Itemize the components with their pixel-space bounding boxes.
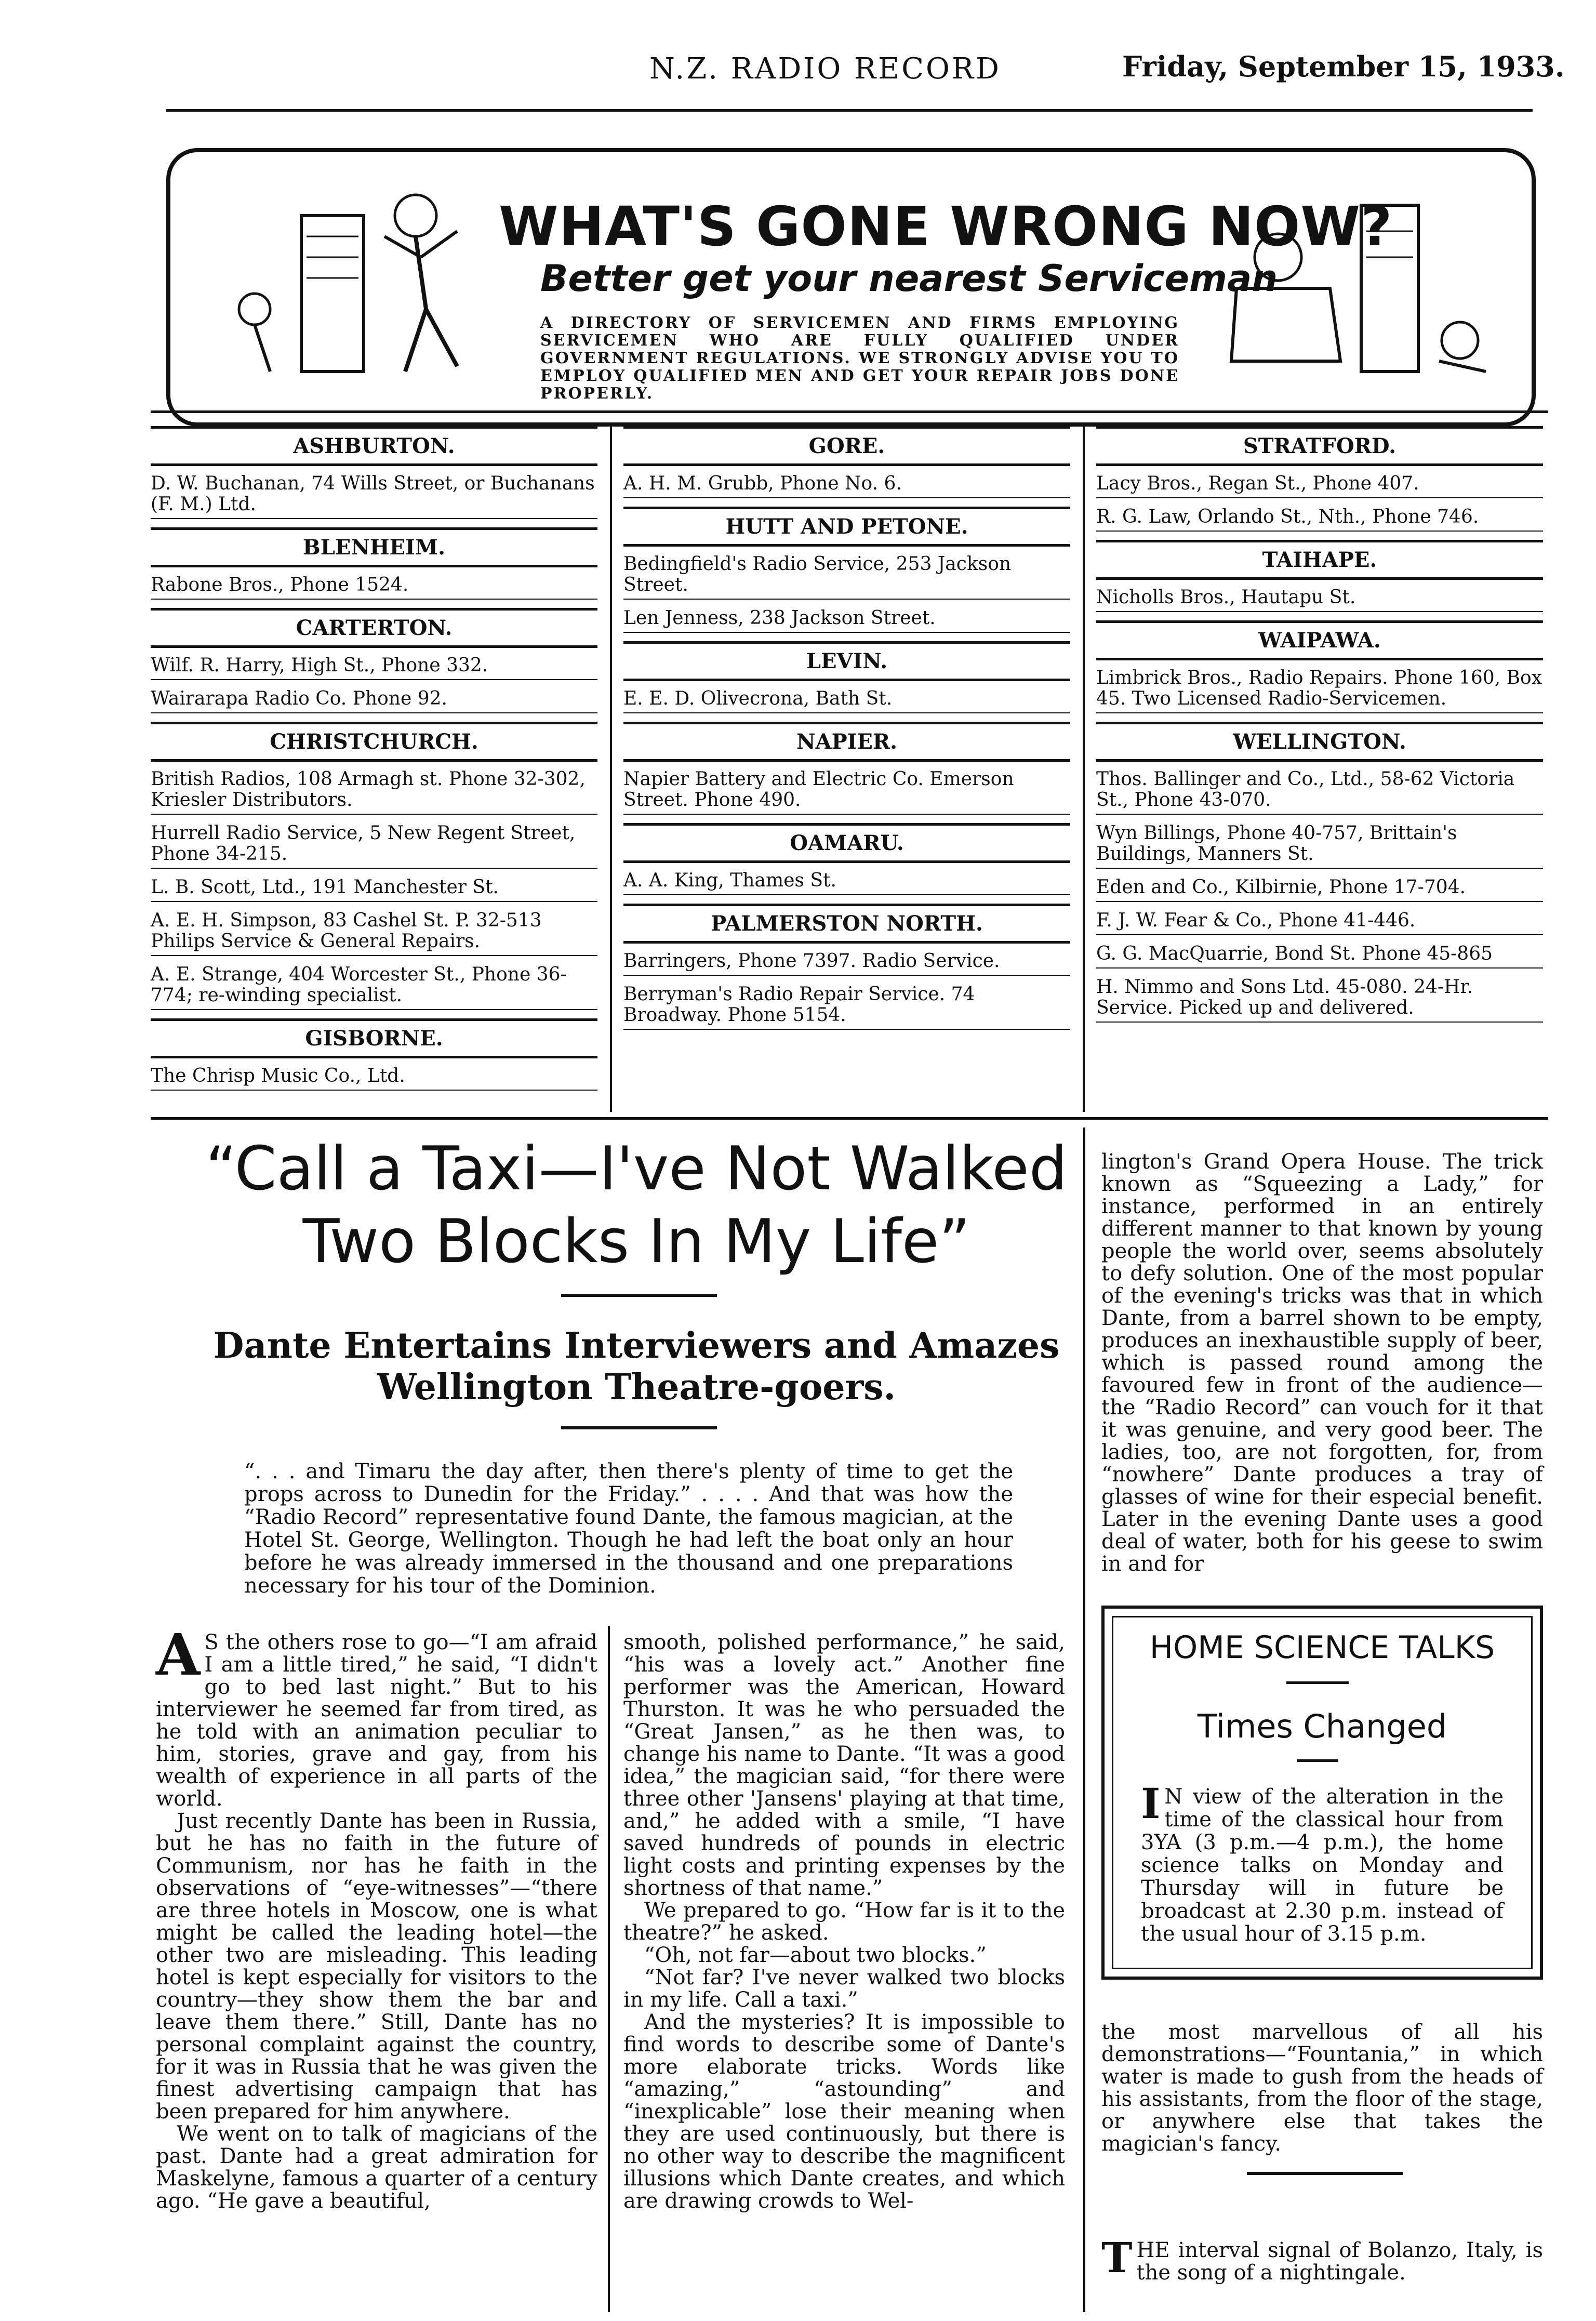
- directory-bottom-rule: [151, 1117, 1548, 1120]
- nightingale-filler: [1101, 2233, 1543, 2285]
- banner-bottom-rule: [151, 410, 1548, 413]
- subhead-line-1: Dante Entertains Interviewers and Amazes: [213, 1325, 1060, 1367]
- subhead-divider: [561, 1426, 717, 1429]
- directory-entry: R. G. Law, Orlando St., Nth., Phone 746.: [1096, 507, 1543, 532]
- directory-entry: Nicholls Bros., Hautapu St.: [1096, 587, 1543, 612]
- paragraph: We went on to talk of magicians of the past. Dante had a great admiration for Maskelyne, famous a quarter of a century ago. “He gave a beautiful,: [156, 2122, 597, 2213]
- header-rule: [166, 109, 1533, 112]
- paragraph: And the mysteries? It is impossible to find words to describe some of Dante's more elaborate tricks. Words like “amazing,” “astounding” and “inexplicable” lose their meaning when they are used continuously, but there is no other way to describe the magnificent illusions which Dante creates, and which are drawing crowds to Wel-: [623, 2010, 1065, 2213]
- paragraph: “Not far? I've never walked two blocks in my life. Call a taxi.”: [623, 1966, 1065, 2012]
- directory-entry: Hurrell Radio Service, 5 New Regent Street, Phone 34-215.: [151, 823, 597, 869]
- directory-entry: D. W. Buchanan, 74 Wills Street, or Buchanans (F. M.) Ltd.: [151, 473, 597, 519]
- paragraph: We prepared to go. “How far is it to the theatre?” he asked.: [623, 1899, 1065, 1945]
- directory-entry: Lacy Bros., Regan St., Phone 407.: [1096, 473, 1543, 498]
- home-science-divider: [1286, 1681, 1349, 1684]
- subhead-line-2: Wellington Theatre-goers.: [377, 1367, 896, 1408]
- banner-headline: WHAT'S GONE WRONG NOW?: [499, 195, 1393, 258]
- directory-column-1: [151, 426, 597, 1099]
- directory-entry: Barringers, Phone 7397. Radio Service.: [623, 951, 1070, 976]
- directory-entry: The Chrisp Music Co., Ltd.: [151, 1066, 597, 1091]
- home-science-notice: [1141, 1779, 1504, 1946]
- directory-entry: Limbrick Bros., Radio Repairs. Phone 160, Box 45. Two Licensed Radio-Servicemen.: [1096, 668, 1543, 713]
- town-heading: HUTT AND PETONE.: [623, 507, 1070, 547]
- paragraph: Just recently Dante has been in Russia, but he has no faith in the future of Communism, nor has he faith in the observations of “eye-witnesses”—“there are three hotels in Moscow, one is what might be called the leading hotel—the other two are misleading. This leading hotel is kept especially for visitors to the country—they show them the bar and leave them there.” Still, Dante has no personal complaint against the country, for it was in Russia that he was given the finest advertising campaign that has been prepared for him anywhere.: [156, 1809, 597, 2124]
- article-column-3: lington's Grand Opera House. The trick known as “Squeezing a Lady,” for instance, performed in an entirely different manner to that known by young people the world over, seems absolutely to defy solution. One of the most popular of the evening's tricks was that in which Dante, from a barrel shown to be empty, produces an inexhaustible supply of beer, which is passed round among the favoured few in front of the audience—the “Radio Record” can vouch for it that it was genuine, and very good beer. The ladies, too, are not forgotten, for, from “nowhere” Dante produces a tray of glasses of wine for their especial benefit. Later in the evening Dante uses a good deal of water, both for his geese to swim in and for: [1101, 1150, 1543, 1576]
- town-heading: TAIHAPE.: [1096, 540, 1543, 580]
- town-heading: GORE.: [623, 426, 1070, 466]
- radio-set-cartoon-left: [197, 153, 488, 403]
- drop-cap: I: [1141, 1779, 1161, 1828]
- banner-notice: A DIRECTORY OF SERVICEMEN AND FIRMS EMPLOYING SERVICEMEN WHO ARE FULLY QUALIFIED UNDER GOVERNMENT REGULATIONS. WE STRONGLY ADVISE YOU TO EMPLOY QUALIFIED MEN AND GET YOUR REPAIR JOBS DONE PROPERLY.: [540, 314, 1179, 403]
- directory-column-2: [623, 426, 1070, 1038]
- town-heading: BLENHEIM.: [151, 527, 597, 567]
- town-heading: CARTERTON.: [151, 608, 597, 648]
- drop-cap: A: [156, 1621, 201, 1688]
- column-divider: [1083, 426, 1085, 1112]
- directory-entry: Rabone Bros., Phone 1524.: [151, 575, 597, 600]
- headline-line-1: “Call a Taxi—I've Not Walked: [205, 1134, 1068, 1204]
- article-intro: “. . . and Timaru the day after, then there's plenty of time to get the props across to Dunedin for the Friday.” . . . . And that was how the “Radio Record” representative found Dante, the famous magician, at the Hotel St. George, Wellington. Though he had left the boat only an hour before he was already immersed in the thousand and one preparations necessary for his tour of the Dominion.: [244, 1460, 1013, 1598]
- column-divider: [608, 1626, 610, 2312]
- town-heading: WELLINGTON.: [1096, 722, 1543, 762]
- directory-entry: Wairarapa Radio Co. Phone 92.: [151, 688, 597, 713]
- headline-line-2: Two Blocks In My Life”: [302, 1206, 970, 1277]
- radio-set-cartoon-right: [1216, 153, 1507, 403]
- town-heading: LEVIN.: [623, 641, 1070, 681]
- town-heading: CHRISTCHURCH.: [151, 722, 597, 762]
- serviceman-banner: [166, 117, 1548, 408]
- banner-subline: Better get your nearest Serviceman: [540, 257, 1278, 300]
- town-heading: NAPIER.: [623, 722, 1070, 762]
- directory-entry: Bedingfield's Radio Service, 253 Jackson Street.: [623, 554, 1070, 600]
- home-science-box: [1101, 1606, 1543, 1980]
- filler-text: HE interval signal of Bolanzo, Italy, is the song of a nightingale.: [1136, 2238, 1543, 2285]
- column-divider: [610, 426, 612, 1112]
- article-headline: [156, 1133, 1117, 1278]
- home-science-subtitle: Times Changed: [1197, 1707, 1447, 1745]
- article-column-1: [156, 1621, 597, 2213]
- directory-entry: A. A. King, Thames St.: [623, 870, 1070, 895]
- headline-divider: [561, 1294, 717, 1297]
- town-heading: GISBORNE.: [151, 1018, 597, 1058]
- article-column-2: [623, 1632, 1065, 2212]
- directory-entry: Eden and Co., Kilbirnie, Phone 17-704.: [1096, 877, 1543, 902]
- issue-date: Friday, September 15, 1933.: [1122, 50, 1565, 83]
- town-heading: STRATFORD.: [1096, 426, 1543, 466]
- drop-cap: T: [1101, 2233, 1133, 2282]
- masthead: N.Z. RADIO RECORD: [649, 52, 1001, 86]
- town-heading: ASHBURTON.: [151, 426, 597, 466]
- directory-entry: A. E. H. Simpson, 83 Cashel St. P. 32-513 Philips Service & General Repairs.: [151, 910, 597, 956]
- directory-entry: Thos. Ballinger and Co., Ltd., 58-62 Victoria St., Phone 43-070.: [1096, 769, 1543, 815]
- servicemen-directory: [151, 426, 1543, 1112]
- directory-entry: A. E. Strange, 404 Worcester St., Phone 36-774; re-winding specialist.: [151, 964, 597, 1010]
- paragraph: S the others rose to go—“I am afraid I am a little tired,” he said, “I didn't go to bed last night.” But to his interviewer he seemed far from tired, as he told with an animation peculiar to him, stories, grave and gay, from his wealth of experience in all parts of the world.: [156, 1630, 597, 1811]
- home-science-divider: [1297, 1759, 1338, 1762]
- paragraph: smooth, polished performance,” he said, “his was a lovely act.” Another fine performer was the American, Howard Thurston. It was he who persuaded the “Great Jansen,” as he then was, to change his name to Dante. “It was a good idea,” the magician said, “for there were three other 'Jansens' playing at that time, and,” he added with a smile, “I have saved hundreds of pounds in electric light costs and printing expenses by the shortness of that name.”: [623, 1630, 1065, 1900]
- article-subhead: [156, 1325, 1117, 1408]
- directory-entry: F. J. W. Fear & Co., Phone 41-446.: [1096, 910, 1543, 935]
- directory-entry: A. H. M. Grubb, Phone No. 6.: [623, 473, 1070, 498]
- directory-entry: G. G. MacQuarrie, Bond St. Phone 45-865: [1096, 944, 1543, 969]
- directory-entry: H. Nimmo and Sons Ltd. 45-080. 24-Hr. Service. Picked up and delivered.: [1096, 977, 1543, 1023]
- home-science-title: HOME SCIENCE TALKS: [1149, 1629, 1495, 1666]
- home-science-text: N view of the alteration in the time of the classical hour from 3YA (3 p.m.—4 p.m.), the home science talks on Monday and Thursday will in future be broadcast at 2.30 p.m. instead of the usual hour of 3.15 p.m.: [1141, 1785, 1504, 1946]
- article-column-3-continued: the most marvellous of all his demonstrations—“Fountania,” in which water is made to gush from the heads of his assistants, from the floor of the stage, or anywhere else that takes the magician's fancy.: [1101, 2020, 1543, 2156]
- column-divider: [1083, 1128, 1085, 2312]
- town-heading: PALMERSTON NORTH.: [623, 904, 1070, 944]
- article-end-rule: [1247, 2172, 1403, 2175]
- directory-entry: British Radios, 108 Armagh st. Phone 32-302, Kriesler Distributors.: [151, 769, 597, 815]
- town-heading: OAMARU.: [623, 823, 1070, 863]
- directory-entry: Napier Battery and Electric Co. Emerson Street. Phone 490.: [623, 769, 1070, 815]
- paragraph: “Oh, not far—about two blocks.”: [644, 1943, 987, 1967]
- town-heading: WAIPAWA.: [1096, 620, 1543, 660]
- directory-entry: Wyn Billings, Phone 40-757, Brittain's Buildings, Manners St.: [1096, 823, 1543, 869]
- directory-entry: Wilf. R. Harry, High St., Phone 332.: [151, 655, 597, 680]
- directory-column-3: [1096, 426, 1543, 1031]
- directory-entry: E. E. D. Olivecrona, Bath St.: [623, 688, 1070, 713]
- directory-entry: Berryman's Radio Repair Service. 74 Broadway. Phone 5154.: [623, 984, 1070, 1030]
- directory-entry: L. B. Scott, Ltd., 191 Manchester St.: [151, 877, 597, 902]
- directory-entry: Len Jenness, 238 Jackson Street.: [623, 608, 1070, 633]
